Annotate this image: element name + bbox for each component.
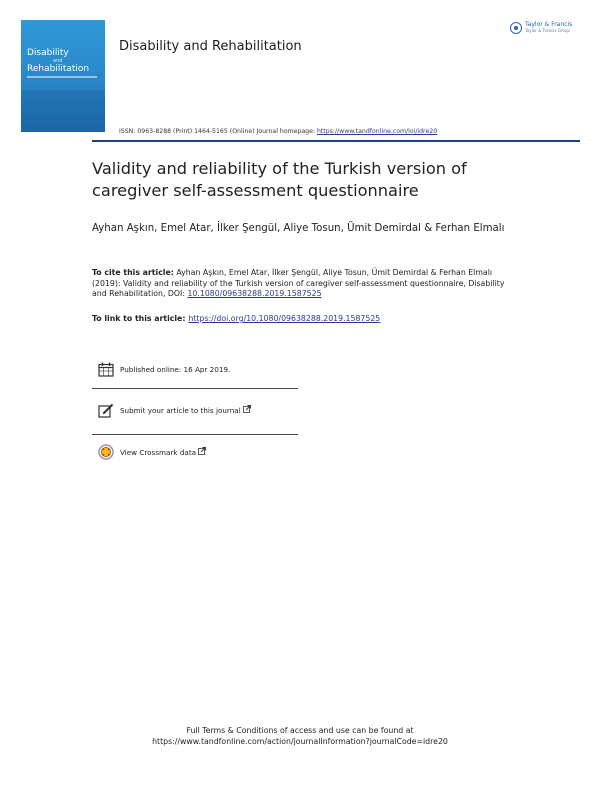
published-online-text: Published online: 16 Apr 2019. bbox=[120, 364, 231, 374]
citation-doi-link[interactable]: 10.1080/09638288.2019.1587525 bbox=[187, 289, 322, 298]
footer bbox=[0, 725, 600, 747]
publisher-logo-name: Taylor & Francis bbox=[525, 21, 573, 28]
article-link-label: To link to this article: bbox=[92, 314, 186, 323]
footer-terms-link[interactable]: https://www.tandfonline.com/action/journalInformation?journalCode=idre20 bbox=[152, 737, 448, 746]
cover-subtitle-stripe bbox=[27, 76, 97, 78]
published-online-row bbox=[92, 357, 298, 381]
article-link-line bbox=[92, 314, 380, 323]
cover-title-line2: Rehabilitation bbox=[27, 64, 90, 74]
article-doi-url[interactable]: https://doi.org/10.1080/09638288.2019.1587525 bbox=[188, 314, 381, 323]
crossmark-row[interactable] bbox=[92, 440, 298, 464]
citation-block bbox=[92, 268, 512, 300]
issn-line bbox=[119, 128, 437, 135]
citation-label: To cite this article: bbox=[92, 268, 174, 277]
crossmark-icon bbox=[98, 444, 120, 460]
external-link-icon bbox=[243, 405, 251, 415]
journal-homepage-link[interactable]: https://www.tandfonline.com/loi/idre20 bbox=[316, 128, 438, 135]
cover-band bbox=[21, 90, 105, 132]
issn-text: ISSN: 0963-8288 (Print) 1464-5165 (Online) Journal homepage: bbox=[119, 128, 317, 135]
article-title: Validity and reliability of the Turkish version of caregiver self-assessment questionnaire bbox=[92, 159, 467, 200]
citation-text: Ayhan Aşkın, Emel Atar, İlker Şengül, Aliye Tosun, Ümit Demirdal & Ferhan Elmalı (2019): Validity and reliability of the Turkish version of caregiver self-assessment questionnaire, Disability and Rehabilitation, DOI: bbox=[92, 268, 505, 298]
submit-article-text[interactable]: Submit your article to this journal bbox=[120, 405, 241, 415]
publisher-logo[interactable] bbox=[510, 18, 580, 38]
journal-cover-image bbox=[21, 20, 105, 132]
header-rule bbox=[92, 140, 580, 142]
edit-icon bbox=[98, 403, 120, 418]
cover-amp: and bbox=[53, 58, 63, 64]
publisher-logo-group: Taylor & Francis Group bbox=[525, 28, 570, 33]
publisher-logo-icon bbox=[510, 22, 522, 34]
crossmark-text[interactable]: View Crossmark data bbox=[120, 447, 197, 457]
submit-article-row[interactable] bbox=[92, 398, 298, 422]
external-link-icon bbox=[198, 447, 206, 457]
journal-title: Disability and Rehabilitation bbox=[119, 39, 302, 54]
calendar-icon bbox=[98, 362, 120, 377]
info-divider bbox=[92, 434, 298, 435]
cover-title-line1: Disability bbox=[27, 48, 69, 58]
info-divider bbox=[92, 388, 298, 389]
footer-terms-text: Full Terms & Conditions of access and use can be found at bbox=[186, 726, 414, 735]
article-authors: Ayhan Aşkın, Emel Atar, İlker Şengül, Aliye Tosun, Ümit Demirdal & Ferhan Elmalı bbox=[92, 223, 505, 234]
